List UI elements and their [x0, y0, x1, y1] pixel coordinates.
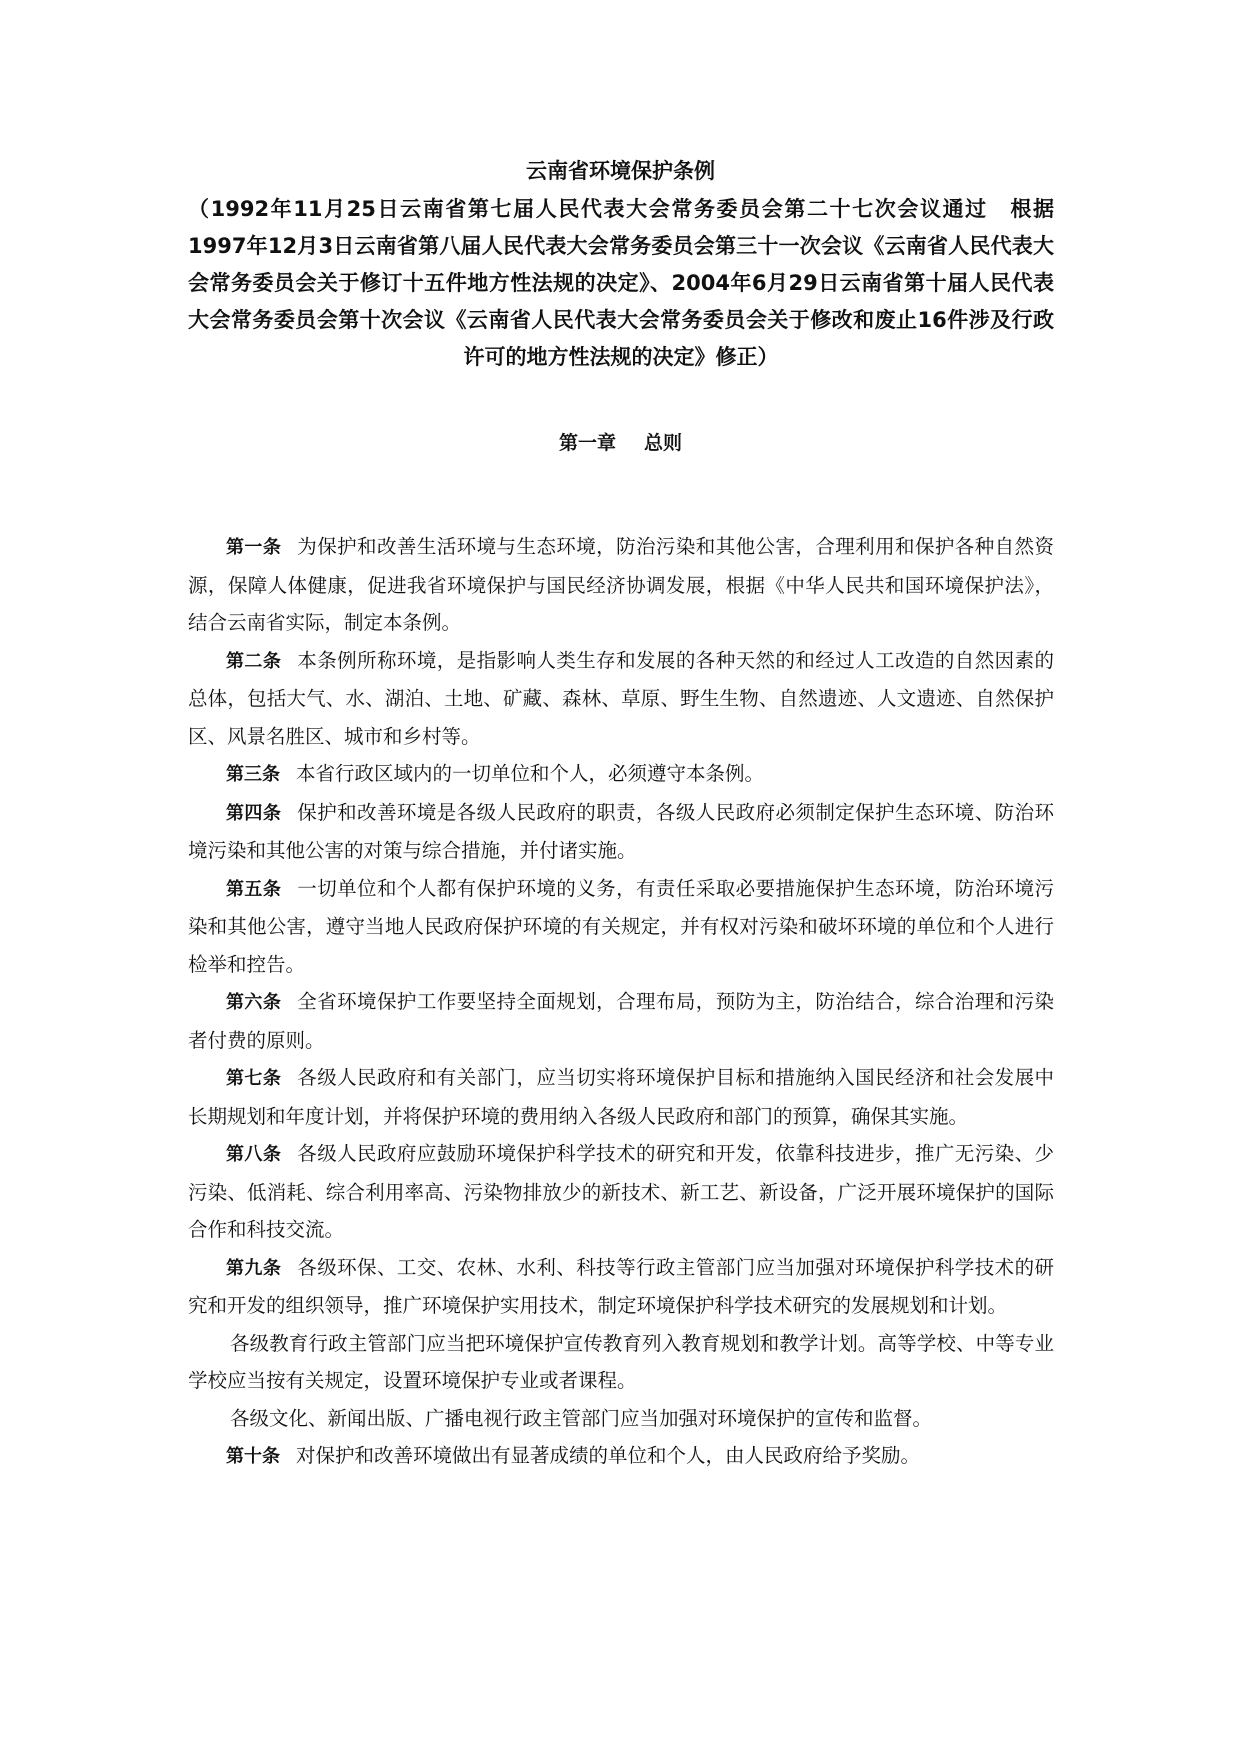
article-paragraph [188, 1059, 1054, 1135]
document-body [188, 528, 1054, 1476]
article-label: 第六条 [226, 992, 282, 1013]
article-label: 第二条 [226, 650, 282, 672]
article-paragraph [188, 794, 1054, 870]
article-label: 第八条 [226, 1144, 282, 1165]
article-label: 第七条 [226, 1068, 282, 1089]
article-paragraph [188, 1249, 1054, 1325]
continuation-paragraph [188, 1325, 1054, 1400]
paragraph-text: 各级文化、新闻出版、广播电视行政主管部门应当加强对环境保护的宣传和监督。 [230, 1406, 933, 1430]
article-paragraph [188, 1135, 1054, 1249]
article-text: 一切单位和个人都有保护环境的义务，有责任采取必要措施保护生态环境，防治环境污染和其他公害，遵守当地人民政府保护环境的有关规定，并有权对污染和破坏环境的单位和个人进行检举和控告。 [188, 876, 1054, 976]
article-paragraph [188, 755, 1054, 794]
article-label: 第一条 [226, 537, 282, 558]
continuation-paragraph [188, 1400, 1054, 1438]
chapter-number: 第一章 [558, 432, 616, 454]
paragraph-text: 各级教育行政主管部门应当把环境保护宣传教育列入教育规划和教学计划。高等学校、中等专业学校应当按有关规定，设置环境保护专业或者课程。 [188, 1331, 1054, 1392]
article-label: 第五条 [226, 878, 282, 900]
article-label: 第十条 [226, 1446, 280, 1467]
article-label: 第三条 [226, 764, 280, 785]
article-text: 对保护和改善环境做出有显著成绩的单位和个人，由人民政府给予奖励。 [296, 1444, 921, 1467]
article-text: 保护和改善环境是各级人民政府的职责，各级人民政府必须制定保护生态环境、防治环境污染和其他公害的对策与综合措施，并付诸实施。 [188, 800, 1054, 862]
article-text: 各级人民政府和有关部门，应当切实将环境保护目标和措施纳入国民经济和社会发展中长期规划和年度计划，并将保护环境的费用纳入各级人民政府和部门的预算，确保其实施。 [188, 1066, 1054, 1128]
article-text: 各级人民政府应鼓励环境保护科学技术的研究和开发，依靠科技进步，推广无污染、少污染、低消耗、综合利用率高、污染物排放少的新技术、新工艺、新设备，广泛开展环境保护的国际合作和科技交流。 [188, 1142, 1054, 1241]
article-text: 各级环保、工交、农林、水利、科技等行政主管部门应当加强对环境保护科学技术的研究和开发的组织领导，推广环境保护实用技术，制定环境保护科学技术研究的发展规划和计划。 [188, 1255, 1054, 1317]
article-paragraph [188, 870, 1054, 984]
chapter-name: 总则 [644, 432, 683, 454]
document-subtitle: （1992年11月25日云南省第七届人民代表大会常务委员会第二十七次会议通过 根据1997年12月3日云南省第八届人民代表大会常务委员会第三十一次会议《云南省人民代表大会常务委员会关于修订十五件地方性法规的决定》、2004年6月29日云南省第十届人民代表大会常务委员会第十次会议《云南省人民代表大会常务委员会关于修改和废止16件涉及行政许可的地方性法规的决定》修正） [188, 197, 1054, 369]
article-text: 本条例所称环境，是指影响人类生存和发展的各种天然的和经过人工改造的自然因素的总体，包括大气、水、湖泊、土地、矿藏、森林、草原、野生生物、自然遗迹、人文遗迹、自然保护区、风景名胜区、城市和乡村等。 [188, 648, 1054, 748]
chapter-heading [0, 428, 1241, 458]
article-paragraph [188, 1437, 1054, 1476]
article-label: 第九条 [226, 1257, 282, 1279]
document-title: 云南省环境保护条例 [526, 159, 715, 183]
article-label: 第四条 [226, 802, 282, 824]
article-text: 全省环境保护工作要坚持全面规划，合理布局，预防为主，防治结合，综合治理和污染者付费的原则。 [188, 990, 1054, 1052]
article-text: 为保护和改善生活环境与生态环境，防治污染和其他公害，合理利用和保护各种自然资源，保障人体健康，促进我省环境保护与国民经济协调发展，根据《中华人民共和国环境保护法》，结合云南省实际，制定本条例。 [188, 535, 1054, 634]
article-paragraph [188, 642, 1054, 756]
article-paragraph [188, 528, 1054, 642]
article-paragraph [188, 983, 1054, 1059]
article-text: 本省行政区域内的一切单位和个人，必须遵守本条例。 [296, 762, 765, 785]
